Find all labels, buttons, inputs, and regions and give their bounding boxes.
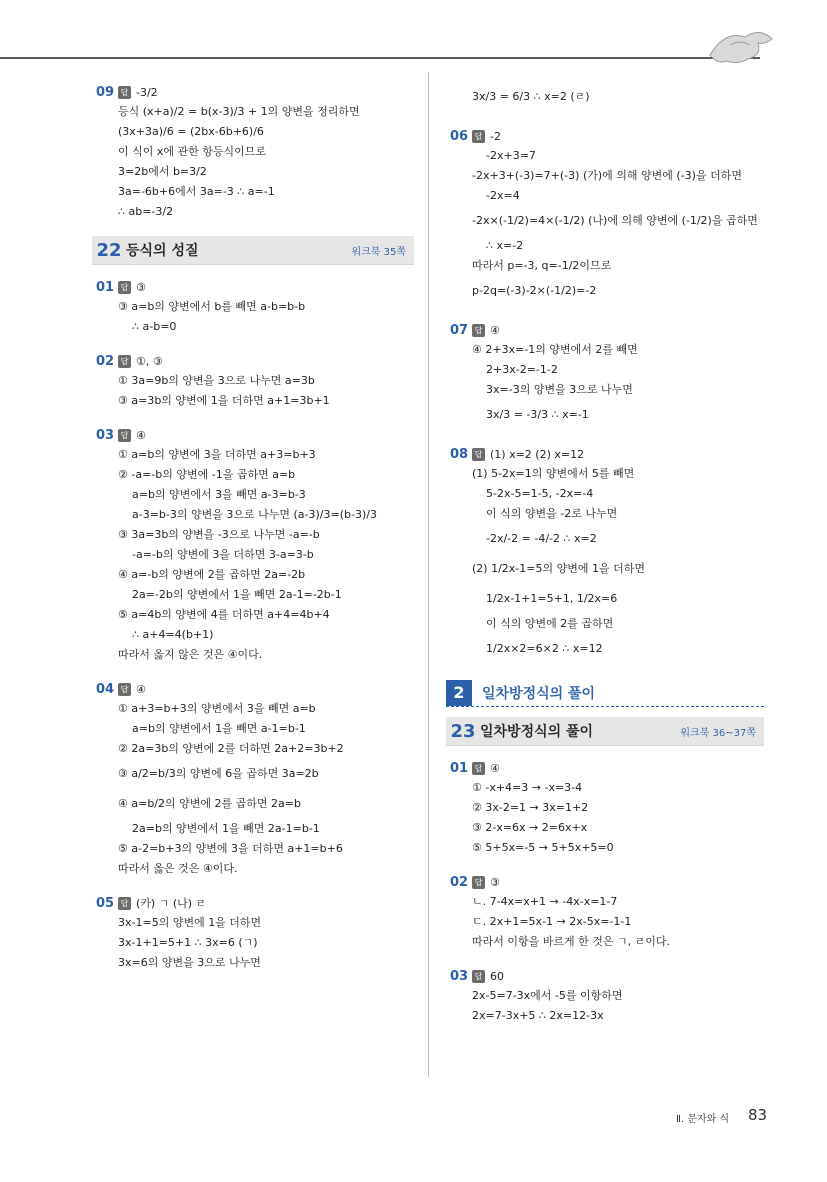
solution-line: 3x-1+1=5+1 ∴ 3x=6 (ㄱ) — [118, 936, 258, 949]
solution-line: ④ a=b/2의 양변에 2를 곱하면 2a=b — [118, 797, 301, 810]
problem-number: 08 — [450, 446, 469, 462]
solution-line: -2x×(-1/2)=4×(-1/2) (나)에 의해 양변에 (-1/2)을 곱하면 — [472, 214, 758, 227]
chapter-title: 일차방정식의 풀이 — [482, 686, 596, 702]
answer-value: ③ — [490, 875, 500, 889]
answer-value: -2 — [490, 129, 501, 143]
solution-line: 1/2x×2=6×2 ∴ x=12 — [486, 642, 603, 655]
solution-line: (1) 5-2x=1의 양변에서 5를 빼면 — [472, 467, 635, 480]
problem-number: 02 — [450, 874, 469, 890]
solution-line: ③ a/2=b/3의 양변에 6을 곱하면 3a=2b — [118, 767, 319, 780]
solution-line: 5-2x-5=1-5, -2x=-4 — [486, 487, 594, 500]
solution-line: p-2q=(-3)-2×(-1/2)=-2 — [472, 284, 597, 297]
solution-line: 따라서 p=-3, q=-1/2이므로 — [472, 259, 612, 272]
problem-number: 01 — [450, 760, 469, 776]
problem-02 — [96, 351, 414, 411]
answer-value: -3/2 — [136, 85, 158, 99]
section-title: 일차방정식의 풀이 — [480, 724, 594, 740]
section-22-header — [92, 236, 414, 265]
solution-line: -2x+3=7 — [486, 149, 536, 162]
solution-line: ⑤ 5+5x=-5 → 5+5x+5=0 — [472, 841, 614, 854]
answer-value: ③ — [136, 280, 146, 294]
answer-value: ①, ③ — [136, 354, 163, 368]
solution-line: ② 2a=3b의 양변에 2를 더하면 2a+2=3b+2 — [118, 742, 344, 755]
problem-07 — [450, 320, 764, 430]
solution-line: ③ a=3b의 양변에 1을 더하면 a+1=3b+1 — [118, 394, 330, 407]
section-23-header — [446, 717, 764, 746]
solution-line: 따라서 옳지 않은 것은 ④이다. — [118, 648, 263, 661]
solution-line: 2x-5=7-3x에서 -5를 이항하면 — [472, 989, 623, 1002]
workbook-ref: 워크북 36~37쪽 — [680, 727, 756, 739]
solution-line: a-3=b-3의 양변을 3으로 나누면 (a-3)/3=(b-3)/3 — [132, 508, 377, 521]
solution-line: ③ 3a=3b의 양변을 -3으로 나누면 -a=-b — [118, 528, 320, 541]
solution-line: 3x=-3의 양변을 3으로 나누면 — [486, 383, 633, 396]
solution-line: 3a=-6b+6에서 3a=-3 ∴ a=-1 — [118, 185, 275, 198]
answer-badge: 답 — [472, 324, 485, 337]
solution-line: -2x/-2 = -4/-2 ∴ x=2 — [486, 532, 597, 545]
solution-line: 2a=-2b의 양변에서 1을 빼면 2a-1=-2b-1 — [132, 588, 342, 601]
section-title: 등식의 성질 — [126, 243, 199, 259]
answer-badge: 답 — [472, 130, 485, 143]
page-number: 83 — [748, 1106, 768, 1124]
problem-05-continued — [450, 82, 764, 112]
answer-badge: 답 — [472, 762, 485, 775]
problem-number: 06 — [450, 128, 469, 144]
answer-value: ④ — [490, 323, 500, 337]
solution-line: 등식 (x+a)/2 = b(x-3)/3 + 1의 양변을 정리하면 — [118, 105, 360, 118]
solution-line: (3x+3a)/6 = (2bx-6b+6)/6 — [118, 125, 264, 138]
solution-line: ㄴ. 7-4x=x+1 → -4x-x=1-7 — [472, 895, 618, 908]
problem-number: 03 — [96, 427, 115, 443]
solution-line: 따라서 이항을 바르게 한 것은 ㄱ, ㄹ이다. — [472, 935, 670, 948]
solution-line: 2a=b의 양변에서 1을 빼면 2a-1=b-1 — [132, 822, 320, 835]
answer-badge: 답 — [118, 281, 131, 294]
solution-line: ① a+3=b+3의 양변에서 3을 빼면 a=b — [118, 702, 316, 715]
left-column — [96, 82, 414, 987]
problem-01 — [96, 277, 414, 337]
solution-line: ① a=b의 양변에 3을 더하면 a+3=b+3 — [118, 448, 316, 461]
problem-number: 02 — [96, 353, 115, 369]
problem-05 — [96, 893, 414, 973]
answer-badge: 답 — [472, 970, 485, 983]
answer-badge: 답 — [118, 683, 131, 696]
solution-line: 3x/3 = -3/3 ∴ x=-1 — [486, 408, 589, 421]
answer-value: (카) ㄱ (나) ㄹ — [136, 897, 207, 910]
solution-line: -2x=4 — [486, 189, 520, 202]
problem-03 — [450, 966, 764, 1026]
answer-value: ④ — [490, 761, 500, 775]
header-rule — [0, 57, 760, 59]
solution-line: -a=-b의 양변에 3을 더하면 3-a=3-b — [132, 548, 314, 561]
solution-line: 이 식의 양변에 2를 곱하면 — [486, 617, 614, 630]
problem-02 — [450, 872, 764, 952]
solution-line: -2x+3+(-3)=7+(-3) (가)에 의해 양변에 (-3)을 더하면 — [472, 169, 742, 182]
answer-badge: 답 — [118, 86, 131, 99]
problem-number: 03 — [450, 968, 469, 984]
chapter-2-header — [446, 680, 764, 707]
problem-number: 04 — [96, 681, 115, 697]
answer-badge: 답 — [118, 355, 131, 368]
solution-line: 이 식이 x에 관한 항등식이므로 — [118, 145, 267, 158]
solution-line: 2+3x-2=-1-2 — [486, 363, 558, 376]
solution-line: 이 식의 양변을 -2로 나누면 — [486, 507, 618, 520]
solution-line: (2) 1/2x-1=5의 양변에 1을 더하면 — [472, 562, 645, 575]
problem-01 — [450, 758, 764, 858]
solution-line: 3=2b에서 b=3/2 — [118, 165, 207, 178]
solution-line: 따라서 옳은 것은 ④이다. — [118, 862, 238, 875]
solution-line: ④ 2+3x=-1의 양변에서 2를 빼면 — [472, 343, 638, 356]
chapter-number: 2 — [446, 680, 472, 706]
solution-line: 1/2x-1+1=5+1, 1/2x=6 — [486, 592, 618, 605]
solution-line: 2x=7-3x+5 ∴ 2x=12-3x — [472, 1009, 604, 1022]
problem-08 — [450, 444, 764, 664]
answer-badge: 답 — [472, 448, 485, 461]
solution-line: ② -a=-b의 양변에 -1을 곱하면 a=b — [118, 468, 296, 481]
solution-line: ⑤ a-2=b+3의 양변에 3을 더하면 a+1=b+6 — [118, 842, 343, 855]
solution-line: ③ a=b의 양변에서 b를 빼면 a-b=b-b — [118, 300, 306, 313]
solution-line: 3x/3 = 6/3 ∴ x=2 (ㄹ) — [472, 90, 590, 103]
answer-badge: 답 — [472, 876, 485, 889]
problem-06 — [450, 126, 764, 306]
workbook-ref: 워크북 35쪽 — [351, 246, 406, 258]
problem-03 — [96, 425, 414, 665]
answer-value: 60 — [490, 969, 504, 983]
solution-line: 3x-1=5의 양변에 1을 더하면 — [118, 916, 262, 929]
solution-line: ㄷ. 2x+1=5x-1 → 2x-5x=-1-1 — [472, 915, 632, 928]
problem-09 — [96, 82, 414, 222]
solution-line: ① 3a=9b의 양변을 3으로 나누면 a=3b — [118, 374, 315, 387]
solution-line: ∴ a-b=0 — [132, 320, 177, 333]
solution-line: a=b의 양변에서 3을 빼면 a-3=b-3 — [132, 488, 306, 501]
solution-line: ④ a=-b의 양변에 2를 곱하면 2a=-2b — [118, 568, 306, 581]
answer-value: (1) x=2 (2) x=12 — [490, 447, 585, 461]
dragon-logo-icon — [700, 25, 780, 70]
solution-line: ∴ a+4=4(b+1) — [132, 628, 214, 641]
answer-value: ④ — [136, 428, 146, 442]
answer-badge: 답 — [118, 897, 131, 910]
solution-line: a=b의 양변에서 1을 빼면 a-1=b-1 — [132, 722, 306, 735]
solution-line: 3x=6의 양변을 3으로 나누면 — [118, 956, 261, 969]
solution-line: ∴ ab=-3/2 — [118, 205, 174, 218]
section-number: 22 — [96, 239, 122, 261]
solution-line: ⑤ a=4b의 양변에 4를 더하면 a+4=4b+4 — [118, 608, 330, 621]
problem-number: 09 — [96, 84, 115, 100]
right-column — [450, 82, 764, 1040]
solution-line: ∴ x=-2 — [486, 239, 524, 252]
section-number: 23 — [450, 720, 476, 742]
solution-line: ② 3x-2=1 → 3x=1+2 — [472, 801, 589, 814]
problem-04 — [96, 679, 414, 879]
answer-value: ④ — [136, 682, 146, 696]
problem-number: 05 — [96, 895, 115, 911]
problem-number: 07 — [450, 322, 469, 338]
column-divider — [428, 72, 429, 1077]
answer-badge: 답 — [118, 429, 131, 442]
solution-line: ① -x+4=3 → -x=3-4 — [472, 781, 583, 794]
solution-line: ③ 2-x=6x → 2=6x+x — [472, 821, 588, 834]
problem-number: 01 — [96, 279, 115, 295]
footer-chapter-label: Ⅱ. 문자와 식 — [676, 1114, 730, 1125]
